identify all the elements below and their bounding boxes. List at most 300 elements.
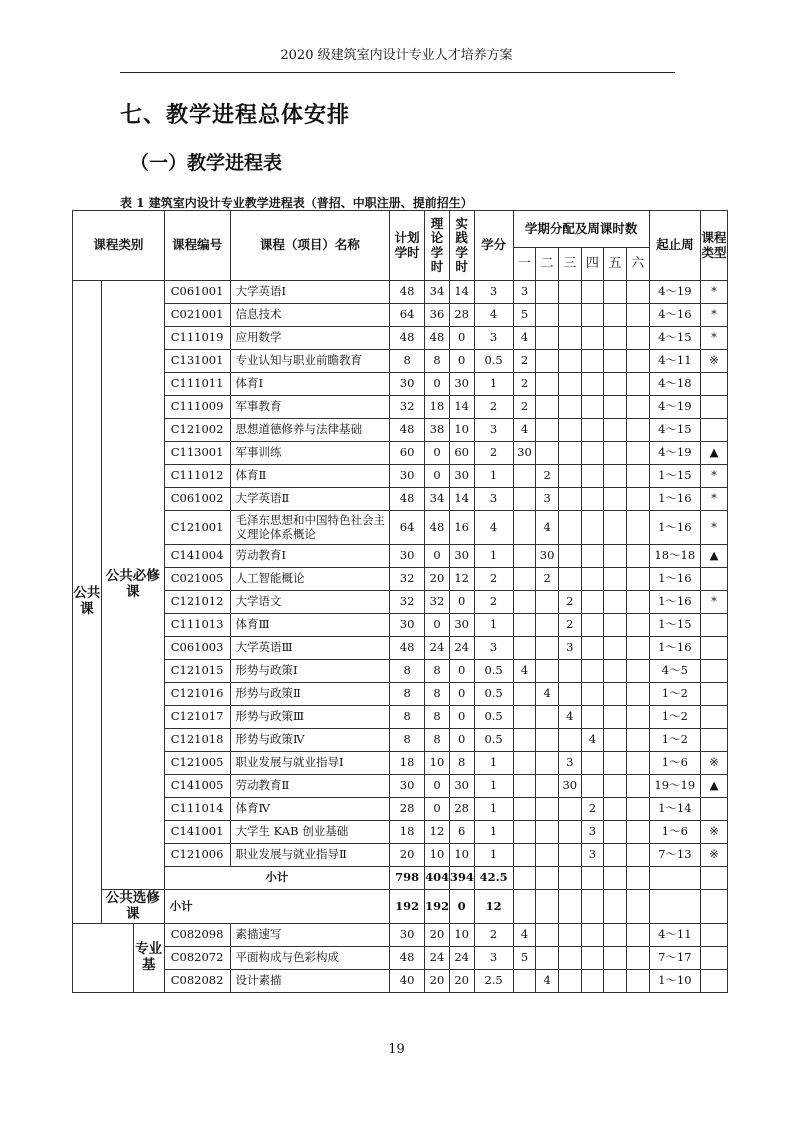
practice-hours: 28 [449,304,474,327]
week-range: 4～15 [649,419,700,442]
course-name: 大学语文 [230,591,390,614]
semester-hours [536,729,559,752]
semester-hours [604,683,627,706]
empty-cell [604,890,627,924]
empty-cell [73,924,134,993]
semester-hours [604,729,627,752]
course-type: ※ [701,350,728,373]
course-name: 形势与政策Ⅱ [230,683,390,706]
theory-hours: 0 [425,798,450,821]
semester-hours [558,373,581,396]
week-range: 1～16 [649,511,700,545]
credit: 1 [474,775,513,798]
course-code: C121001 [164,511,230,545]
semester-hours [536,614,559,637]
table-row [73,729,728,752]
course-type: * [701,511,728,545]
course-name: 大学英语Ⅰ [230,281,390,304]
elective-subtotal-label: 小计 [164,890,389,924]
semester-hours [558,327,581,350]
credit: 2 [474,591,513,614]
semester-hours [626,614,649,637]
plan-hours: 64 [390,304,425,327]
plan-hours: 20 [390,844,425,867]
course-code: C061002 [164,488,230,511]
week-range: 18～18 [649,545,700,568]
semester-hours [626,465,649,488]
practice-hours: 14 [449,488,474,511]
semester-hours [581,511,604,545]
semester-hours [513,568,536,591]
course-code: C021001 [164,304,230,327]
semester-hours [558,924,581,947]
credit: 3 [474,327,513,350]
credit: 4 [474,304,513,327]
table-row [73,511,728,545]
semester-hours [536,775,559,798]
semester-hours [626,350,649,373]
table-row [73,281,728,304]
course-code: C121006 [164,844,230,867]
week-range: 1～16 [649,637,700,660]
credit: 3 [474,637,513,660]
week-range: 7～13 [649,844,700,867]
semester-hours [604,465,627,488]
credit: 2 [474,924,513,947]
semester-hours [536,660,559,683]
course-code: C121017 [164,706,230,729]
plan-hours: 48 [390,488,425,511]
course-name: 专业认知与职业前瞻教育 [230,350,390,373]
semester-hours: 2 [581,798,604,821]
semester-hours [604,775,627,798]
subtotal-label: 小计 [164,867,389,890]
table-row [73,465,728,488]
semester-hours [513,488,536,511]
semester-hours [581,327,604,350]
theory-hours: 34 [425,281,450,304]
col-name: 课程（项目）名称 [230,211,390,281]
semester-hours [604,568,627,591]
plan-hours: 30 [390,373,425,396]
group-elective: 公共选修课 [101,890,164,924]
course-type: * [701,488,728,511]
semester-hours [604,821,627,844]
table-row [73,947,728,970]
plan-hours: 30 [390,614,425,637]
course-type [701,970,728,993]
semester-hours [536,419,559,442]
theory-hours: 8 [425,350,450,373]
semester-hours [558,304,581,327]
practice-hours: 14 [449,281,474,304]
semester-hours [558,821,581,844]
plan-hours: 8 [390,729,425,752]
semester-hours: 3 [581,821,604,844]
practice-hours: 0 [449,327,474,350]
table-row [73,350,728,373]
semester-hours [581,281,604,304]
plan-hours: 30 [390,775,425,798]
credit: 3 [474,947,513,970]
plan-hours: 32 [390,396,425,419]
theory-hours: 36 [425,304,450,327]
semester-hours [513,752,536,775]
course-name: 信息技术 [230,304,390,327]
course-code: C121018 [164,729,230,752]
theory-hours: 38 [425,419,450,442]
practice-hours: 60 [449,442,474,465]
elective-hours: 192 [390,890,425,924]
table-row [73,637,728,660]
course-type [701,373,728,396]
header-rule [120,72,675,73]
semester-hours [536,924,559,947]
credit: 1 [474,614,513,637]
semester-hours: 2 [536,465,559,488]
semester-hours [626,327,649,350]
week-range: 1～15 [649,465,700,488]
semester-hours [581,568,604,591]
subtotal-practice: 394 [449,867,474,890]
semester-hours [558,844,581,867]
semester-hours: 30 [513,442,536,465]
semester-hours [581,465,604,488]
plan-hours: 8 [390,706,425,729]
course-name: 职业发展与就业指导Ⅰ [230,752,390,775]
week-range: 4～15 [649,327,700,350]
plan-hours: 48 [390,947,425,970]
semester-hours [604,488,627,511]
theory-hours: 20 [425,970,450,993]
semester-hours [626,568,649,591]
semester-3: 三 [558,248,581,281]
table-row [73,442,728,465]
semester-hours: 4 [536,683,559,706]
semester-hours [558,545,581,568]
semester-hours [581,660,604,683]
schedule-table [72,210,728,993]
credit: 1 [474,752,513,775]
semester-hours [626,970,649,993]
course-type: ※ [701,752,728,775]
practice-hours: 28 [449,798,474,821]
elective-practice: 0 [449,890,474,924]
semester-hours: 3 [558,637,581,660]
course-name: 形势与政策Ⅳ [230,729,390,752]
plan-hours: 48 [390,281,425,304]
practice-hours: 30 [449,614,474,637]
course-name: 平面构成与色彩构成 [230,947,390,970]
theory-hours: 8 [425,706,450,729]
semester-hours [626,545,649,568]
semester-hours [626,752,649,775]
practice-hours: 30 [449,775,474,798]
practice-hours: 6 [449,821,474,844]
course-name: 大学生 KAB 创业基础 [230,821,390,844]
semester-hours [513,844,536,867]
practice-hours: 10 [449,924,474,947]
course-code: C021005 [164,568,230,591]
elective-theory: 192 [425,890,450,924]
credit: 2 [474,568,513,591]
course-code: C111014 [164,798,230,821]
week-range: 4～19 [649,396,700,419]
practice-hours: 0 [449,591,474,614]
semester-hours: 4 [513,419,536,442]
practice-hours: 0 [449,660,474,683]
semester-hours [513,591,536,614]
semester-hours [558,511,581,545]
semester-6: 六 [626,248,649,281]
course-type [701,706,728,729]
course-code: C141001 [164,821,230,844]
semester-hours: 3 [581,844,604,867]
subtotal-row [73,867,728,890]
theory-hours: 0 [425,545,450,568]
semester-hours: 2 [558,614,581,637]
semester-hours [558,970,581,993]
semester-hours [558,660,581,683]
plan-hours: 30 [390,545,425,568]
theory-hours: 20 [425,924,450,947]
course-name: 体育Ⅳ [230,798,390,821]
page-header: 2020 级建筑室内设计专业人才培养方案 [280,48,513,63]
semester-hours [513,821,536,844]
empty-cell [649,890,700,924]
col-theory: 理论学时 [425,211,450,281]
week-range: 1～14 [649,798,700,821]
semester-hours [581,775,604,798]
semester-hours [581,396,604,419]
theory-hours: 0 [425,373,450,396]
semester-5: 五 [604,248,627,281]
group-public-course: 公共课 [73,281,102,924]
course-code: C082082 [164,970,230,993]
plan-hours: 8 [390,660,425,683]
week-range: 19～19 [649,775,700,798]
semester-hours [513,775,536,798]
semester-hours: 2 [536,568,559,591]
semester-hours [558,568,581,591]
page-number: 19 [388,1042,405,1057]
theory-hours: 8 [425,660,450,683]
semester-hours [513,637,536,660]
empty-cell [581,867,604,890]
course-type: * [701,327,728,350]
semester-hours [581,970,604,993]
semester-4: 四 [581,248,604,281]
semester-hours: 2 [513,373,536,396]
theory-hours: 24 [425,637,450,660]
empty-cell [558,867,581,890]
practice-hours: 30 [449,465,474,488]
credit: 1 [474,844,513,867]
credit: 4 [474,511,513,545]
course-name: 军事教育 [230,396,390,419]
semester-hours [581,706,604,729]
semester-hours [604,614,627,637]
semester-hours: 3 [558,752,581,775]
course-name: 应用数学 [230,327,390,350]
table-row [73,683,728,706]
credit: 0.5 [474,729,513,752]
theory-hours: 0 [425,775,450,798]
week-range: 1～16 [649,568,700,591]
course-type [701,729,728,752]
table-row [73,488,728,511]
credit: 2.5 [474,970,513,993]
practice-hours: 0 [449,350,474,373]
semester-hours [604,947,627,970]
course-name: 人工智能概论 [230,568,390,591]
theory-hours: 0 [425,465,450,488]
practice-hours: 16 [449,511,474,545]
theory-hours: 32 [425,591,450,614]
semester-hours [604,304,627,327]
course-type [701,683,728,706]
semester-hours [604,798,627,821]
semester-hours [558,465,581,488]
week-range: 4～18 [649,373,700,396]
semester-hours [536,947,559,970]
course-code: C121005 [164,752,230,775]
semester-hours [581,947,604,970]
semester-hours [626,637,649,660]
plan-hours: 30 [390,465,425,488]
semester-hours: 2 [513,350,536,373]
theory-hours: 24 [425,947,450,970]
semester-hours [558,442,581,465]
theory-hours: 8 [425,683,450,706]
semester-hours [626,706,649,729]
course-name: 大学英语Ⅲ [230,637,390,660]
semester-hours: 30 [536,545,559,568]
course-type: * [701,281,728,304]
practice-hours: 12 [449,568,474,591]
semester-hours [558,729,581,752]
semester-hours [558,350,581,373]
semester-hours [581,442,604,465]
semester-hours [604,396,627,419]
table-row [73,798,728,821]
week-range: 1～2 [649,683,700,706]
semester-hours [604,442,627,465]
course-code: C061003 [164,637,230,660]
course-type: * [701,465,728,488]
course-type [701,637,728,660]
course-code: C141004 [164,545,230,568]
semester-hours [581,924,604,947]
semester-hours [581,350,604,373]
semester-hours [558,798,581,821]
semester-hours: 4 [513,660,536,683]
semester-hours [536,706,559,729]
semester-hours [626,511,649,545]
course-name: 大学英语Ⅱ [230,488,390,511]
semester-hours [536,821,559,844]
semester-hours [581,373,604,396]
semester-hours [604,752,627,775]
table-row [73,660,728,683]
semester-hours [558,396,581,419]
plan-hours: 48 [390,327,425,350]
semester-hours [604,924,627,947]
semester-hours [581,614,604,637]
credit: 1 [474,821,513,844]
course-type [701,614,728,637]
semester-hours [626,775,649,798]
practice-hours: 24 [449,947,474,970]
plan-hours: 18 [390,821,425,844]
group-required: 公共必修课 [101,281,164,890]
course-code: C121015 [164,660,230,683]
course-code: C141005 [164,775,230,798]
practice-hours: 0 [449,706,474,729]
course-type [701,568,728,591]
week-range: 1～15 [649,614,700,637]
semester-hours [626,729,649,752]
practice-hours: 8 [449,752,474,775]
semester-hours [536,798,559,821]
table-row [73,970,728,993]
week-range: 4～16 [649,304,700,327]
theory-hours: 10 [425,752,450,775]
semester-hours [604,281,627,304]
semester-hours [626,821,649,844]
semester-hours: 4 [536,511,559,545]
credit: 1 [474,798,513,821]
course-name: 素描速写 [230,924,390,947]
plan-hours: 48 [390,637,425,660]
semester-hours [558,683,581,706]
empty-cell [649,867,700,890]
table-row [73,327,728,350]
col-plan-hours: 计划学时 [390,211,425,281]
empty-cell [701,890,728,924]
course-name: 毛泽东思想和中国特色社会主义理论体系概论 [230,511,390,545]
course-type: ▲ [701,775,728,798]
empty-cell [513,867,536,890]
table-caption: 表 1 建筑室内设计专业教学进程表（普招、中职注册、提前招生） [120,196,473,210]
table-row [73,396,728,419]
semester-hours [626,660,649,683]
credit: 3 [474,488,513,511]
week-range: 1～6 [649,821,700,844]
semester-hours [536,442,559,465]
course-type [701,798,728,821]
semester-2: 二 [536,248,559,281]
empty-cell [581,890,604,924]
semester-hours [513,970,536,993]
col-credit: 学分 [474,211,513,281]
week-range: 1～2 [649,706,700,729]
course-type [701,924,728,947]
empty-cell [513,890,536,924]
practice-hours: 10 [449,844,474,867]
course-type: * [701,591,728,614]
course-type [701,660,728,683]
semester-hours [513,798,536,821]
week-range: 4～19 [649,281,700,304]
theory-hours: 20 [425,568,450,591]
plan-hours: 40 [390,970,425,993]
practice-hours: 30 [449,545,474,568]
course-code: C111009 [164,396,230,419]
course-code: C082072 [164,947,230,970]
semester-hours: 3 [536,488,559,511]
semester-hours [626,396,649,419]
